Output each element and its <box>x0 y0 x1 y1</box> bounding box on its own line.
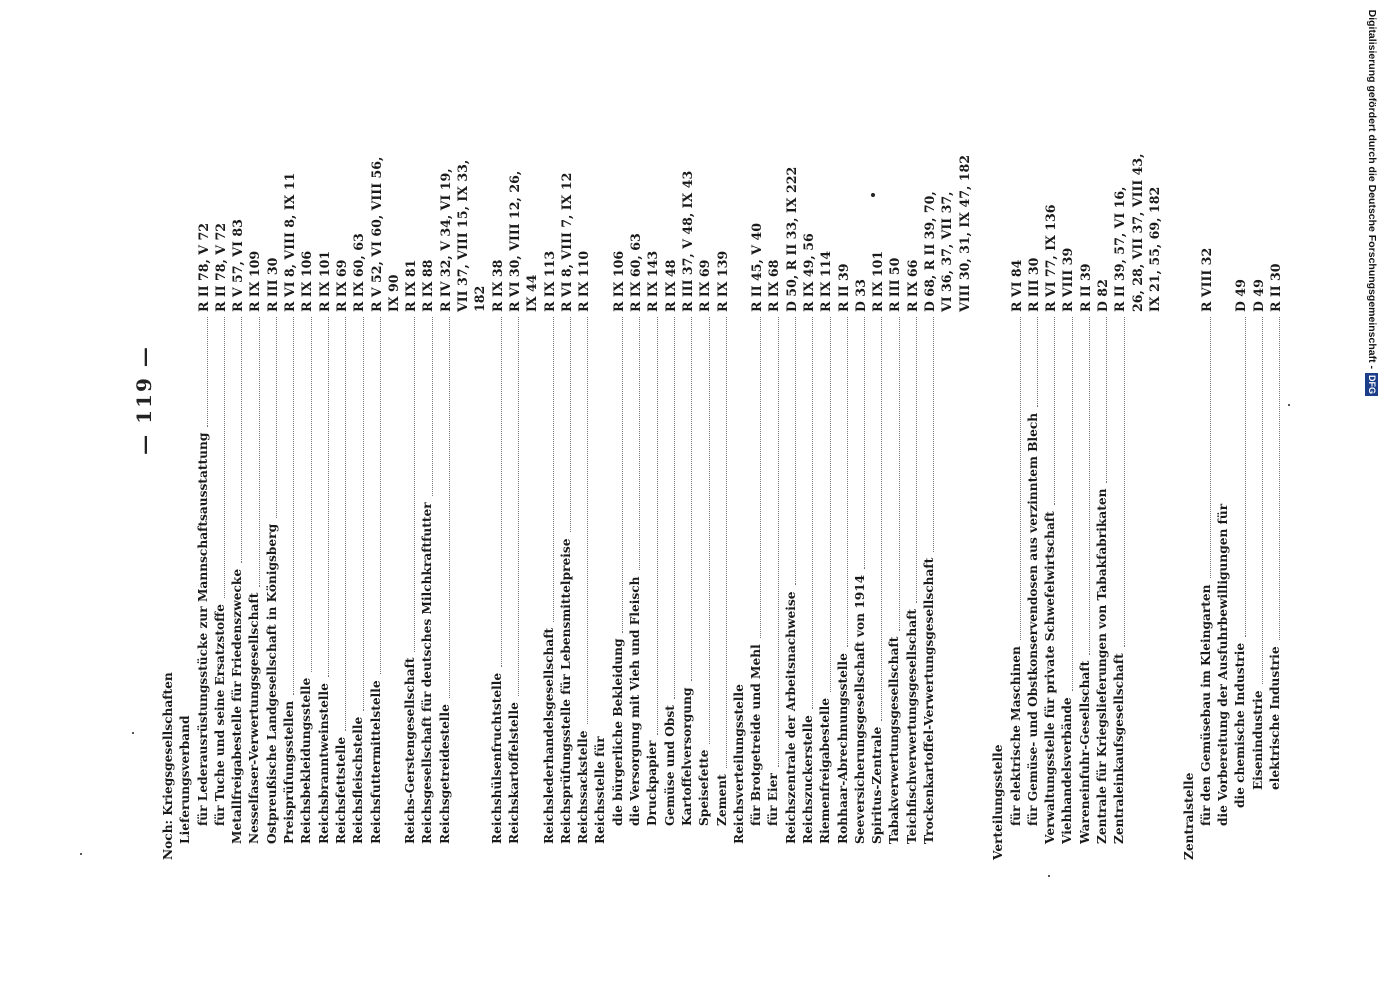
dot-leader <box>709 317 727 768</box>
index-row <box>714 60 731 860</box>
index-entry: Reichsgesellschaft für deutsches Milchkraftfutter <box>419 498 436 844</box>
index-reference: R IX 69 <box>696 260 713 315</box>
index-reference: R IX 81 <box>402 260 419 315</box>
index-reference: R IX 109 <box>246 251 263 315</box>
dot-leader <box>1003 317 1021 640</box>
dot-leader <box>241 317 259 587</box>
index-row <box>437 60 454 860</box>
index-entry: Reichssackstelle <box>575 726 592 844</box>
index-reference: R VI 77, IX 136 <box>1042 204 1059 315</box>
index-entry: Wareneinfuhr-Gesellschaft <box>1077 657 1094 844</box>
index-entry: Eisenindustrie <box>1250 686 1267 790</box>
index-entry: Reichsverteilungsstelle <box>731 680 748 844</box>
index-reference: R IX 48 <box>662 260 679 315</box>
index-reference: D 49 <box>1250 279 1267 315</box>
dot-leader <box>414 317 432 496</box>
dot-leader <box>812 317 830 692</box>
index-reference: R III 37, V 48, IX 43 <box>679 171 696 315</box>
index-entry: Metallfreigabestelle für Friedenszwecke <box>229 565 246 844</box>
index-entry: Verteilungsstelle <box>990 740 1007 860</box>
index-reference: R VI 30, VIII 12, 26, <box>506 171 523 315</box>
index-reference: R II 45, V 40 <box>748 223 765 315</box>
index-row <box>160 60 177 860</box>
index-reference: R IX 139 <box>714 251 731 315</box>
index-row <box>506 60 523 860</box>
dot-leader <box>1072 317 1090 655</box>
index-reference: IX 90 <box>385 274 402 315</box>
index-entry: Reichsbekleidungsstelle <box>298 674 315 844</box>
page-number: — 119 — <box>132 345 156 455</box>
index-reference: R II 78, V 72 <box>212 223 229 315</box>
dot-leader <box>345 317 363 711</box>
index-reference: R II 39 <box>835 263 852 315</box>
index-reference: VIII 30, 31, IX 47, 182 <box>956 155 973 315</box>
index-entry: Spiritus-Zentrale <box>869 723 886 844</box>
dot-leader <box>484 317 502 667</box>
index-entry: Viehhandelsverbände <box>1059 693 1076 844</box>
index-reference: R II 78, V 72 <box>195 223 212 315</box>
dot-leader <box>1089 317 1107 483</box>
dot-leader <box>881 317 899 631</box>
index-entry: für den Gemüsebau im Kleingarten <box>1198 580 1215 826</box>
dot-leader <box>397 317 415 652</box>
index-row <box>973 60 990 860</box>
index-reference: R III 50 <box>886 258 903 315</box>
index-entry: Speisefette <box>696 746 713 826</box>
scan-speck <box>871 193 875 197</box>
dot-leader <box>190 317 208 427</box>
index-reference: R V 57, VI 83 <box>229 219 246 315</box>
index-reference: R VIII 39 <box>1059 248 1076 315</box>
index-entry: Noch: Kriegsgesellschaften <box>160 668 177 860</box>
index-reference: R IX 68 <box>765 260 782 315</box>
index-reference: R III 30 <box>1025 258 1042 315</box>
dfg-credit <box>1364 6 1380 396</box>
index-row <box>1198 60 1215 860</box>
index-row <box>195 60 212 860</box>
index-entry: die bürgerliche Bekleidung <box>610 635 627 826</box>
index-reference: D 50, R II 33, IX 222 <box>783 167 800 315</box>
index-row <box>1025 60 1042 860</box>
index-reference: R IX 114 <box>817 251 834 315</box>
index-row <box>1008 60 1025 860</box>
index-entry: Gemüse und Obst <box>662 701 679 826</box>
dot-leader <box>501 317 519 696</box>
rotated-page-content <box>132 60 1283 860</box>
index-reference: R V 52, VI 60, VIII 56, <box>368 157 385 315</box>
index-entry: Reichsgetreidestelle <box>437 700 454 844</box>
index-reference: R II 39 <box>1077 263 1094 315</box>
index-entry: Seeversicherungsgesellschaft von 1914 <box>852 571 869 844</box>
index-reference: R IX 60, 63 <box>350 233 367 315</box>
index-row <box>177 60 194 860</box>
dot-leader <box>778 317 796 585</box>
dot-leader <box>224 317 242 563</box>
index-row <box>368 60 385 860</box>
index-reference: R IX 101 <box>316 251 333 315</box>
index-entry: Lieferungsverband <box>177 711 194 844</box>
dot-leader <box>1020 317 1038 407</box>
index-entry: Teichfischverwertungsgesellschaft <box>904 605 921 844</box>
index-reference: VII 37, VIII 15, IX 33, <box>454 160 471 315</box>
index-row <box>454 60 471 860</box>
index-entry: Rohhaar-Abrechnungsstelle <box>835 649 852 844</box>
index-entry: Reichsbranntweinstelle <box>316 679 333 844</box>
index-reference: IX 44 <box>523 274 540 315</box>
dot-leader <box>847 317 865 569</box>
index-reference: R III 30 <box>264 258 281 315</box>
index-reference: R IV 32, V 34, VI 19, <box>437 168 454 315</box>
index-entry: Reichsfuttermittelstelle <box>368 676 385 844</box>
dot-leader <box>899 317 917 603</box>
index-entry: Nesselfaser-Verwertungsgesellschaft <box>246 589 263 844</box>
dfg-sidebar <box>1366 6 1382 396</box>
index-entry: für Lederausrüstungsstücke zur Mannschaftsausstattung <box>195 429 212 826</box>
index-entry: Zement <box>714 770 731 826</box>
index-reference: R IX 106 <box>298 251 315 315</box>
index-row <box>1129 60 1146 860</box>
index-reference: R IX 38 <box>489 260 506 315</box>
index-entry: Preisprüfungsstellen <box>281 697 298 844</box>
index-entry: Reichshülsenfruchtstelle <box>489 669 506 844</box>
index-entry: Riemenfreigabestelle <box>817 694 834 844</box>
index-entry: Reichsstelle für <box>592 732 609 844</box>
dot-leader <box>536 317 554 622</box>
dot-leader <box>363 317 381 674</box>
dot-leader <box>293 317 311 672</box>
dot-leader <box>605 317 623 633</box>
index-reference: R IX 49, 56 <box>800 233 817 315</box>
index-reference: R VI 84 <box>1008 260 1025 315</box>
dot-leader <box>1193 317 1211 578</box>
index-reference: R VIII 32 <box>1198 248 1215 315</box>
index-entry: Reichskartoffelstelle <box>506 698 523 844</box>
dot-leader <box>743 317 761 638</box>
index-entry: Reichsfettstelle <box>333 733 350 844</box>
index-row <box>1163 60 1180 860</box>
index-entry: für elektrische Maschinen <box>1008 642 1025 826</box>
dot-leader <box>311 317 329 677</box>
dot-leader <box>916 317 934 552</box>
index-reference: VI 36, 37, VII 37, <box>938 192 955 315</box>
index-reference: R IX 113 <box>541 251 558 315</box>
scan-speck <box>132 732 134 734</box>
index-reference: R VI 8, VIII 7, IX 12 <box>558 173 575 315</box>
index-entry: für Brotgetreide und Mehl <box>748 640 765 826</box>
index-reference: D 82 <box>1094 279 1111 315</box>
index-row <box>938 60 955 860</box>
index-entry: Reichsfleischstelle <box>350 713 367 844</box>
dot-leader <box>259 317 277 518</box>
index-entry: Zentrale für Kriegslieferungen von Tabakfabrikaten <box>1094 485 1111 844</box>
dot-leader <box>553 317 571 532</box>
index-reference: R IX 69 <box>333 260 350 315</box>
index-reference: R II 30 <box>1267 263 1284 315</box>
scan-speck <box>1048 875 1050 877</box>
index-entry: Zentraleinkaufsgesellschaft <box>1111 649 1128 844</box>
index-entry: Reichszentrale der Arbeitsnachweise <box>783 587 800 844</box>
dot-leader <box>830 317 848 647</box>
index-entry: Reichsprüfungsstelle für Lebensmittelpreise <box>558 534 575 844</box>
index-entry: für Eier <box>765 769 782 826</box>
index-reference: R IX 106 <box>610 251 627 315</box>
index-entry: Trockenkartoffel-Verwertungsgesellschaft <box>921 554 938 844</box>
index-row <box>956 60 973 860</box>
dot-leader <box>1245 317 1263 684</box>
index-reference: D 49 <box>1232 279 1249 315</box>
dot-leader <box>674 317 692 681</box>
dfg-credit-text: Digitalisierung gefördert durch die Deutsche Forschungsgemeinschaft - <box>1366 9 1378 369</box>
scan-speck <box>1288 404 1290 406</box>
index-entry: Druckpapier <box>644 737 661 826</box>
index-entry: Tabakverwertungsgesellschaft <box>886 633 903 844</box>
index-entry: Zentralstelle <box>1181 769 1198 860</box>
index-row <box>1267 60 1284 860</box>
index-entry: Reichslederhandelsgesellschaft <box>541 624 558 844</box>
index-entry: Ostpreußische Landgesellschaft in Königsberg <box>264 520 281 844</box>
dot-leader <box>328 317 346 731</box>
index-reference: 26, 28, VII 37, VIII 43, <box>1129 153 1146 315</box>
dfg-logo: DFG <box>1367 375 1378 394</box>
dot-leader <box>657 317 675 699</box>
index-entry: elektrische Industrie <box>1267 642 1284 790</box>
index-reference: D 33 <box>852 279 869 315</box>
dot-leader <box>691 317 709 744</box>
index-entry: Kartoffelversorgung <box>679 684 696 827</box>
index-entry: die chemische Industrie <box>1232 639 1249 808</box>
index-reference: R VI 8, VIII 8, IX 11 <box>281 173 298 315</box>
index-row <box>1146 60 1163 860</box>
index-row <box>575 60 592 860</box>
index-reference: R IX 110 <box>575 251 592 315</box>
index-entry: Reichszuckerstelle <box>800 711 817 844</box>
index-reference: 182 <box>471 286 488 315</box>
index-entry: Reichs-Gerstengesellschaft <box>402 654 419 844</box>
scan-speck <box>80 853 82 855</box>
index-reference: IX 21, 55, 69, 182 <box>1146 187 1163 315</box>
index-row <box>921 60 938 860</box>
index-entry: die Versorgung mit Vieh und Fleisch <box>627 572 644 826</box>
index-reference: R IX 88 <box>419 260 436 315</box>
dot-leader <box>1262 317 1280 640</box>
dot-leader <box>622 317 640 570</box>
index-entry: für Gemüse- und Obstkonservendosen aus verzinntem Blech <box>1025 409 1042 826</box>
index-list <box>160 60 1284 860</box>
index-reference: R IX 60, 63 <box>627 233 644 315</box>
index-row <box>1111 60 1128 860</box>
index-entry: die Vorbereitung der Ausfuhrbewilligungen für <box>1215 500 1232 826</box>
index-reference: D 68, R II 39, 70, <box>921 191 938 315</box>
index-entry: Verwaltungsstelle für private Schwefelwirtschaft <box>1042 507 1059 844</box>
index-reference: R II 39, 57, VI 16, <box>1111 186 1128 315</box>
index-reference: R IX 66 <box>904 260 921 315</box>
index-reference: R IX 101 <box>869 251 886 315</box>
index-entry: für Tuche und seine Ersatzstoffe <box>212 600 229 826</box>
index-reference: R IX 143 <box>644 251 661 315</box>
